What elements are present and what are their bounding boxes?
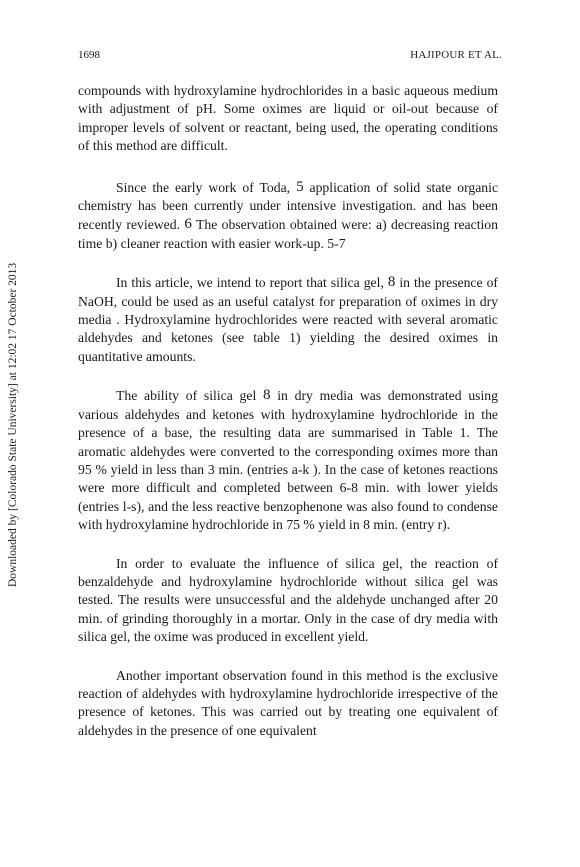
reference-marker: 8 (263, 387, 271, 404)
paragraph-text: in dry media was demonstrated using various aldehydes and ketones with hydroxylamine hydrochloride in the presence of a base, the resulting data are summarised in Table 1. The aromatic aldehydes were converted to the corresponding oximes more than 95 % yield in less than 3 min. (entries a-k ). In the case of ketones reactions were more difficult and completed between 6-8 min. with lower yields (entries l-s), and the less reactive benzophenone was also found to condense with hydroxylamine hydrochloride in 75 % yield in 8 min. (entry r). (78, 388, 498, 533)
reference-marker: 6 (184, 216, 192, 233)
paragraph-text: Another important observation found in this method is the exclusive reaction of aldehydes with hydroxylamine hydrochloride irrespective of the presence of ketones. This was carried out by treating one equivalent of aldehydes in the presence of one equivalent (78, 667, 498, 738)
paragraph-toda (78, 178, 498, 254)
paragraph-article-intent (78, 273, 498, 366)
paragraph-selectivity (78, 667, 498, 741)
reference-marker: 5 (296, 178, 304, 195)
running-head: HAJIPOUR ET AL. (410, 49, 502, 61)
page-number: 1698 (78, 49, 100, 61)
paragraph-results (78, 386, 498, 534)
body-text (78, 82, 498, 760)
paragraph-text: The ability of silica gel (116, 388, 257, 404)
paragraph-text: In order to evaluate the influence of silica gel, the reaction of benzaldehyde and hydroxylamine hydrochloride without silica gel was tested. The results were unsuccessful and the aldehyde unchanged after 20 min. of grinding thoroughly in a mortar. Only in the case of dry media with silica gel, the oxime was produced in excellent yield. (78, 555, 498, 645)
paragraph-control-experiment (78, 555, 498, 647)
paragraph-text: Since the early work of Toda, (116, 179, 291, 195)
paragraph-text: application of solid state organic chemistry has been currently under intensive investigation. and has been recently reviewed. (78, 179, 499, 233)
paragraph-text: The observation obtained were: a) decreasing reaction time b) cleaner reaction with easier work-up. 5-7 (78, 217, 498, 251)
paragraph-text: In this article, we intend to report that silica gel, (116, 275, 384, 291)
download-notice: Downloaded by [Colorado State University] at 12:02 17 October 2013 (7, 262, 19, 588)
reference-marker: 8 (387, 274, 396, 291)
paragraph-text: compounds with hydroxylamine hydrochlorides in a basic aqueous medium with adjustment of pH. Some oximes are liquid or oil-out because of improper levels of solvent or reactant, being used, the operating conditions of this method are difficult. (78, 83, 498, 154)
paragraph-continuation (78, 82, 498, 156)
paragraph-text: in the presence of NaOH, could be used as an useful catalyst for preparation of oximes in dry media . Hydroxylamine hydrochlorides were reacted with several aromatic aldehydes and ketones (see table 1) yielding the desired oximes in quantitative amounts. (78, 275, 498, 364)
